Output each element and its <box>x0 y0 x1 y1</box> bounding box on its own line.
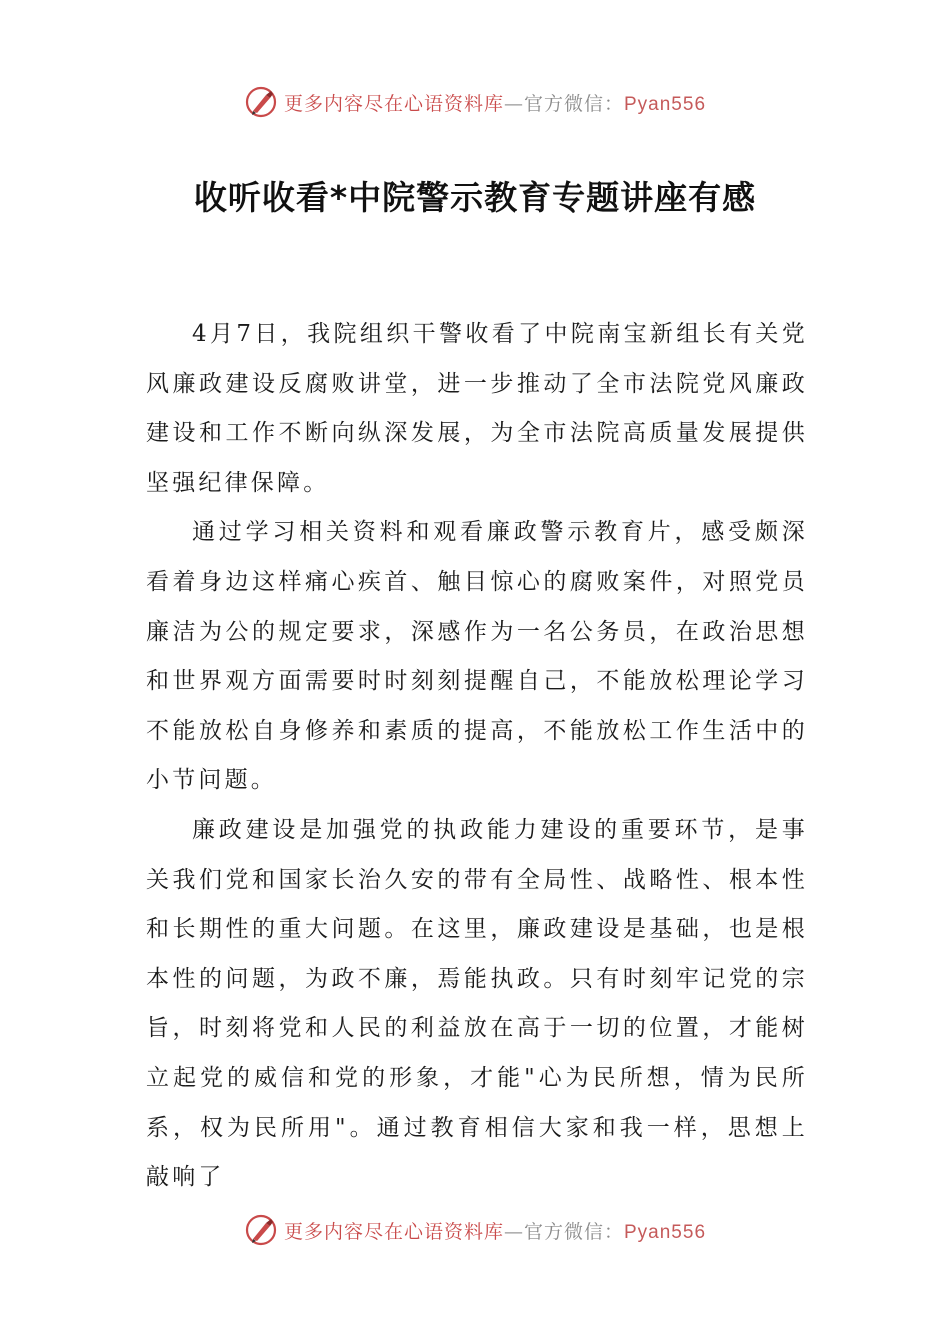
header-watermark-text <box>284 89 706 116</box>
paragraph-3: 廉政建设是加强党的执政能力建设的重要环节，是事关我们党和国家长治久安的带有全局性、战略性、根本性和长期性的重大问题。在这里，廉政建设是基础，也是根本性的问题，为政不廉，焉能执政。只有时刻牢记党的宗旨，时刻将党和人民的利益放在高于一切的位置，才能树立起党的威信和党的形象，才能"心为民所想，情为民所系，权为民所用"。通过教育相信大家和我一样，思想上敲响了 <box>146 816 808 1191</box>
header-separator: — <box>503 92 524 115</box>
header-watermark-banner <box>0 82 950 122</box>
footer-wechat-id: Pyan556 <box>624 1221 707 1243</box>
header-brand-text: 更多内容尽在心语资料库 <box>283 92 504 115</box>
document-title: 收听收看*中院警示教育专题讲座有感 <box>193 178 757 217</box>
document-body <box>146 310 808 1203</box>
paragraph-1: 4月7日，我院组织干警收看了中院南宝新组长有关党风廉政建设反腐败讲堂，进一步推动了全市法院党风廉政建设和工作不断向纵深发展，为全市法院高质量发展提供坚强纪律保障。 <box>146 321 808 496</box>
footer-brand-text: 更多内容尽在心语资料库 <box>283 1220 504 1243</box>
footer-watermark-banner <box>0 1210 950 1250</box>
header-wechat-id: Pyan556 <box>624 93 707 115</box>
paragraph-2: 通过学习相关资料和观看廉政警示教育片，感受颇深看着身边这样痛心疾首、触目惊心的腐败案件，对照党员廉洁为公的规定要求，深感作为一名公务员，在政治思想和世界观方面需要时时刻刻提醒自己，不能放松理论学习不能放松自身修养和素质的提高，不能放松工作生活中的小节问题。 <box>146 519 808 794</box>
footer-wechat-label: 官方微信： <box>523 1220 624 1243</box>
footer-watermark-text <box>284 1217 706 1244</box>
footer-separator: — <box>503 1220 524 1243</box>
header-wechat-label: 官方微信： <box>523 92 624 115</box>
pen-logo-icon <box>244 85 278 119</box>
pen-logo-icon <box>244 1213 278 1247</box>
